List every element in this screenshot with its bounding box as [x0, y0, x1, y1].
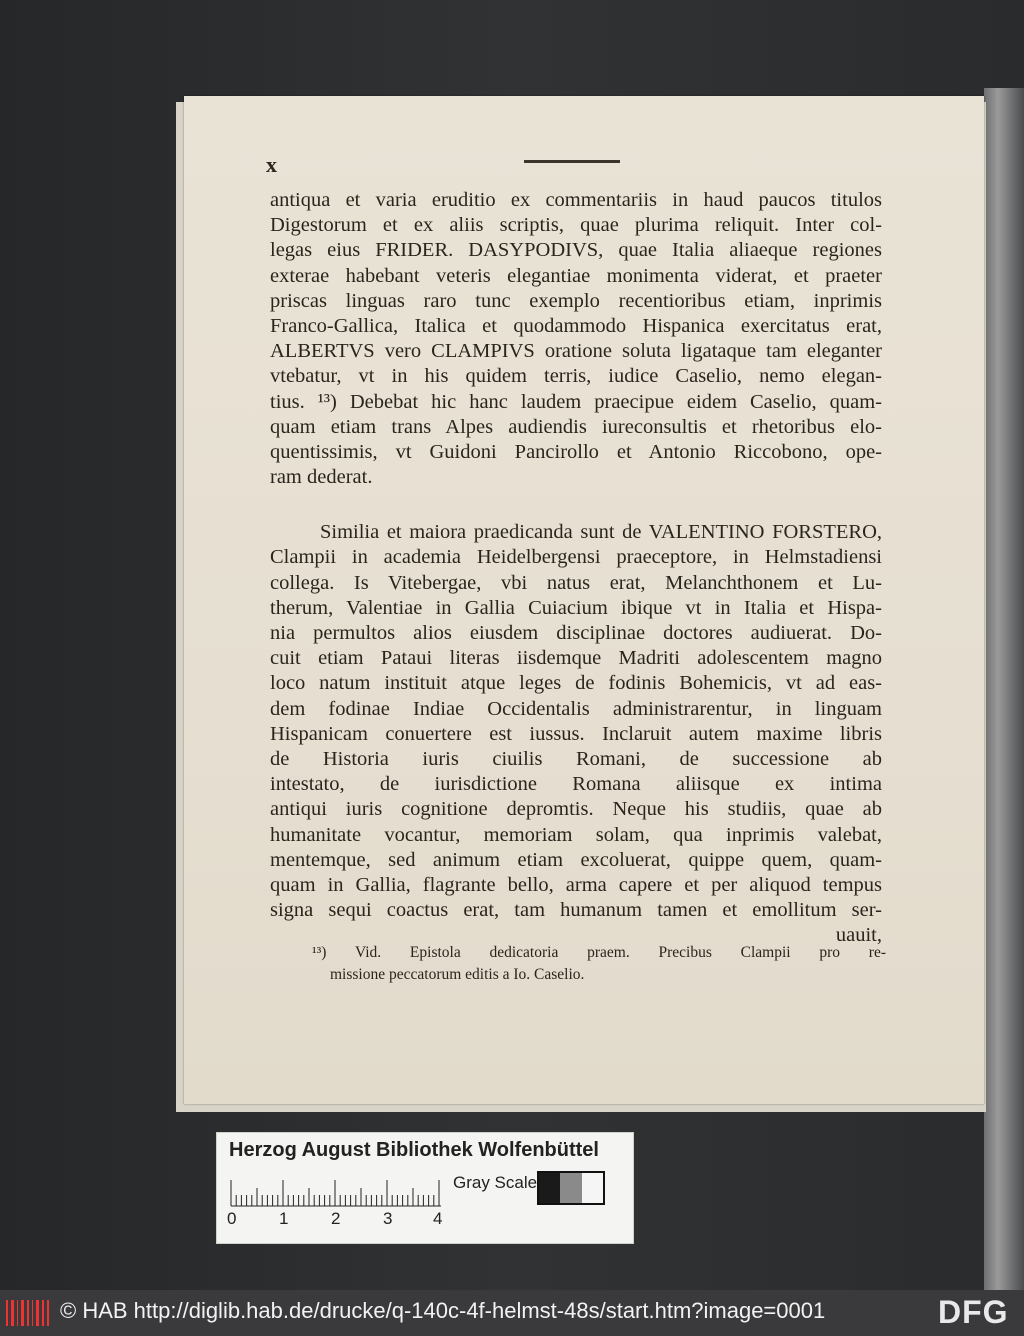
text-line: priscas linguas raro tunc exemplo recentioribus etiam, inprimis — [270, 289, 882, 312]
page-number: x — [266, 152, 277, 177]
text-line: Franco-Gallica, Italica et quodammodo Hispanica exercitatus erat, — [270, 314, 882, 337]
gray-swatch-patch — [582, 1173, 603, 1203]
text-line: dem fodinae Indiae Occidentalis administrarentur, in linguam — [270, 697, 882, 720]
text-line: mentemque, sed animum etiam excoluerat, quippe quem, quam- — [270, 848, 882, 871]
library-name: Herzog August Bibliothek Wolfenbüttel — [229, 1139, 599, 1161]
text-line: exterae habebant veteris elegantiae monimenta viderat, et praeter — [270, 264, 882, 287]
dfg-logo: DFG — [938, 1294, 1009, 1330]
gray-swatch-patch — [560, 1173, 581, 1203]
ruler-number: 1 — [279, 1209, 289, 1228]
ruler-numbers — [225, 1209, 465, 1231]
text-line: Hispanicam conuertere est iussus. Inclaruit autem maxime libris — [270, 722, 882, 745]
gray-swatch-patch — [539, 1173, 560, 1203]
page-body — [270, 188, 882, 948]
source-url[interactable]: © HAB http://diglib.hab.de/drucke/q-140c-4f-helmst-48s/start.htm?image=0001 — [60, 1298, 826, 1323]
text-line: vtebatur, vt in his quidem terris, iudice Caselio, nemo elegan- — [270, 365, 882, 388]
text-line: quam etiam trans Alpes audiendis iureconsultis et rhetoribus elo- — [270, 415, 882, 438]
ruler-number: 3 — [383, 1209, 393, 1228]
ruler-icon — [229, 1177, 449, 1207]
text-line: ALBERTVS vero CLAMPIVS oratione soluta ligataque tam eleganter — [270, 340, 882, 363]
ruler-number: 2 — [331, 1209, 341, 1228]
gray-scale-label: Gray Scale — [453, 1173, 538, 1192]
text-line: Digestorum et ex aliis scriptis, quae plurima reliquit. Inter col- — [270, 214, 882, 237]
text-line: uauit, — [835, 924, 882, 947]
gray-scale-swatch — [537, 1171, 605, 1205]
text-line: tius. ¹³) Debebat hic hanc laudem praecipue eidem Caselio, quam- — [270, 390, 882, 413]
text-line: signa sequi coactus erat, tam humanum tamen et emollitum ser- — [270, 899, 882, 922]
text-line: Clampii in academia Heidelbergensi praeceptore, in Helmstadiensi — [270, 546, 882, 569]
text-line: quam in Gallia, flagrante bello, arma capere et per aliquod tempus — [270, 873, 882, 896]
footnote-line: missione peccatorum editis a Io. Caselio. — [330, 966, 585, 983]
text-line: ram dederat. — [270, 466, 373, 489]
text-line: legas eius FRIDER. DASYPODIVS, quae Italia aliaeque regiones — [270, 239, 882, 262]
footer-bar — [0, 1290, 1024, 1336]
paragraph-1 — [270, 188, 882, 490]
text-line: antiqui iuris cognitione depromtis. Neque his studiis, quae ab — [270, 798, 882, 821]
text-line: collega. Is Vitebergae, vbi natus erat, Melanchthonem et Lu- — [270, 571, 882, 594]
text-line: de Historia iuris ciuilis Romani, de successione ab — [270, 747, 882, 770]
text-line: quentissimis, vt Guidoni Pancirollo et Antonio Riccobono, ope- — [270, 440, 882, 463]
footnote-line: ¹³) Vid. Epistola dedicatoria praem. Precibus Clampii pro re- — [312, 944, 886, 961]
text-line: nia permultos alios eiusdem disciplinae doctores audiuerat. Do- — [270, 622, 882, 644]
next-page-edge — [984, 88, 1024, 1290]
paragraph-gap — [270, 490, 882, 520]
text-line: therum, Valentiae in Gallia Cuiacium ibique vt in Italia et Hispa- — [270, 596, 882, 619]
ruler-number: 4 — [433, 1209, 443, 1228]
text-line: cuit etiam Pataui literas iisdemque Madriti adolescentem magno — [270, 647, 882, 670]
text-line: antiqua et varia eruditio ex commentariis in haud paucos titulos — [270, 189, 882, 211]
text-line: loco natum instituit atque leges de fodinis Bohemicis, vt ad eas- — [270, 672, 882, 695]
text-line: Similia et maiora praedicanda sunt de VALENTINO FORSTERO, — [320, 521, 882, 544]
ruler-number: 0 — [227, 1209, 237, 1228]
text-line: intestato, de iurisdictione Romana aliisque ex intima — [270, 773, 882, 796]
paragraph-2 — [270, 520, 882, 948]
barcode-icon — [6, 1298, 50, 1328]
text-line: humanitate vocantur, memoriam solam, qua inprimis valebat, — [270, 823, 882, 846]
footnote — [312, 942, 886, 986]
library-label-card — [216, 1132, 634, 1244]
header-rule — [524, 160, 620, 163]
